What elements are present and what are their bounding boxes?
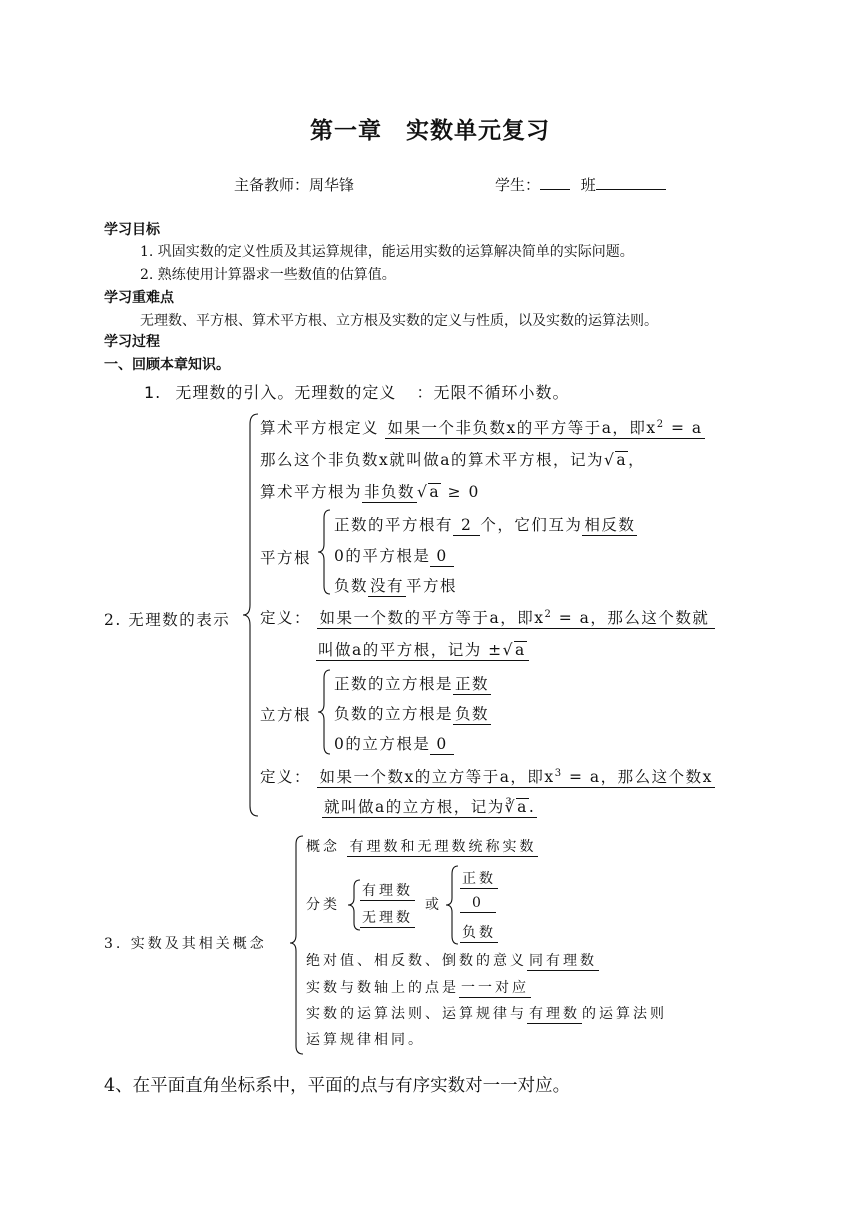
asr-def-line xyxy=(260,416,705,438)
teacher-name: 周华锋 xyxy=(309,176,355,194)
sqrt-radicand-2: a xyxy=(429,483,441,501)
sq-pos-u1: 2 xyxy=(453,516,480,536)
concept-line xyxy=(306,836,538,856)
goals-heading: 学习目标 xyxy=(104,222,160,238)
sqrt-glyph: √ xyxy=(603,451,616,469)
cb-def-1b: = a，那么这个数x xyxy=(562,768,713,786)
cb-pos-a: 正数的立方根是 xyxy=(334,675,454,693)
class-blank[interactable] xyxy=(596,175,666,190)
sq-pos-line xyxy=(334,513,637,535)
axis-a: 实数与数轴上的点是 xyxy=(306,980,459,996)
concept-u: 有理数和无理数统称实数 xyxy=(349,839,537,855)
asr-line3-b: ≥ 0 xyxy=(447,483,480,501)
cbrt-glyph: ∛ xyxy=(504,798,517,816)
item-3-label: 3. 实数及其相关概念 xyxy=(104,936,267,952)
sq-def-line-2 xyxy=(316,638,529,660)
sqrt-radicand-3: a xyxy=(515,641,526,659)
sq-def-label: 定义： xyxy=(260,609,312,627)
item-1-text: 无理数的引入。无理数的定义 xyxy=(175,383,397,402)
brace-class-1 xyxy=(348,880,360,930)
sq-def-1b: = a，那么这个数就 xyxy=(552,609,710,627)
cb-def-exp: 3 xyxy=(554,767,563,779)
sq-zero-line xyxy=(334,544,454,566)
sq-zero-a: 0的平方根是 xyxy=(334,547,431,565)
item-1-prefix: 1. xyxy=(144,383,162,402)
student-line xyxy=(495,174,666,195)
item-4: 4、在平面直角坐标系中，平面的点与有序实数对一一对应。 xyxy=(104,1076,571,1096)
sq-def-1a: 如果一个数的平方等于a，即x xyxy=(319,609,545,627)
goal-1: 1. 巩固实数的定义性质及其运算规律，能运用实数的运算解决简单的实际问题。 xyxy=(140,244,634,260)
class-pos xyxy=(460,868,498,888)
class-label: 班 xyxy=(580,176,596,194)
item-1-answer: 无限不循环小数。 xyxy=(433,383,570,402)
class-neg-text: 负数 xyxy=(462,925,496,941)
cb-def-1 xyxy=(317,768,714,788)
key-text: 无理数、平方根、算术平方根、立方根及实数的定义与性质，以及实数的运算法则。 xyxy=(140,313,658,329)
class-rat-text: 有理数 xyxy=(362,883,413,899)
ops-line xyxy=(306,1003,667,1023)
ops-u: 有理数 xyxy=(529,1006,580,1022)
cb-def-2 xyxy=(322,798,537,818)
ops-b: 的运算法则 xyxy=(582,1006,667,1022)
page-title: 第一章 实数单元复习 xyxy=(310,118,550,144)
class-or: 或 xyxy=(425,897,442,913)
axis-u: 一一对应 xyxy=(461,980,529,996)
class-irr xyxy=(360,907,415,927)
sqrt-a-symbol xyxy=(604,451,628,469)
class-pos-text: 正数 xyxy=(462,871,496,887)
asr-line2-a: 那么这个非负数x就叫做a的算术平方根，记为 xyxy=(260,451,604,469)
teacher-label: 主备教师： xyxy=(234,176,310,194)
sqrt-label: 平方根 xyxy=(260,549,312,567)
cb-def-line-2 xyxy=(322,795,537,817)
asr-def-a: 如果一个非负数x的平方等于a，即x xyxy=(387,419,657,437)
ops-line-2: 运算规律相同。 xyxy=(306,1032,425,1048)
asr-line3-a: 算术平方根为 xyxy=(260,483,363,501)
concept-label: 概念 xyxy=(306,839,340,855)
brace-cbrt xyxy=(318,670,330,754)
process-heading: 学习过程 xyxy=(104,334,160,350)
cb-pos-u: 正数 xyxy=(455,675,490,693)
sq-neg-line xyxy=(334,574,457,596)
student-blank[interactable] xyxy=(540,175,570,190)
cb-zero-a: 0的立方根是 xyxy=(334,735,431,753)
asr-line3-u: 非负数 xyxy=(364,483,416,501)
class-rat xyxy=(360,880,415,900)
asr-line2-b: ， xyxy=(628,451,646,469)
asr-line-2 xyxy=(260,448,645,470)
sq-neg-u: 没有 xyxy=(370,577,405,595)
sq-neg-a: 负数 xyxy=(334,577,369,595)
sqrt-glyph-2: √ xyxy=(417,483,429,501)
cb-def-1a: 如果一个数x的立方等于a，即x xyxy=(319,768,555,786)
asr-exp: 2 xyxy=(656,418,665,430)
sq-def-2 xyxy=(316,641,529,661)
cbrt-label: 立方根 xyxy=(260,706,312,724)
brace-item3 xyxy=(290,836,303,1054)
cb-neg-line xyxy=(334,702,491,724)
asr-def-label: 算术平方根定义 xyxy=(260,419,380,437)
class-irr-text: 无理数 xyxy=(362,910,413,926)
cb-def-2b: . xyxy=(528,798,536,816)
asr-def-b: = a xyxy=(664,419,703,437)
abs-u: 同有理数 xyxy=(529,953,597,969)
cb-neg-a: 负数的立方根是 xyxy=(334,705,454,723)
class-zero-text: 0 xyxy=(460,895,496,913)
cb-pos-line xyxy=(334,672,491,694)
class-neg xyxy=(460,922,498,942)
axis-line xyxy=(306,977,531,997)
cb-zero-u: 0 xyxy=(430,735,453,755)
cb-def-line-1 xyxy=(260,765,715,787)
asr-def-text xyxy=(385,419,704,439)
abs-a: 绝对值、相反数、倒数的意义 xyxy=(306,953,527,969)
sqrt-a-symbol-2 xyxy=(417,483,441,501)
sq-def-1 xyxy=(317,609,715,629)
cb-zero-line xyxy=(334,732,454,754)
sq-pos-a: 正数的平方根有 xyxy=(334,516,454,534)
brace-sqrt xyxy=(318,510,330,594)
cb-neg-u: 负数 xyxy=(455,705,490,723)
key-heading: 学习重难点 xyxy=(104,290,174,306)
item-2-label: 2. 无理数的表示 xyxy=(104,611,231,629)
brace-class-2 xyxy=(446,866,458,944)
sq-zero-u: 0 xyxy=(430,547,453,567)
item-1 xyxy=(144,380,570,403)
sq-def-2a: 叫做a的平方根，记为 ± xyxy=(318,641,503,659)
sq-pos-u2: 相反数 xyxy=(584,516,636,534)
sqrt-radicand: a xyxy=(616,451,628,469)
cb-def-2a: 就叫做a的立方根，记为 xyxy=(324,798,505,816)
sq-neg-b: 平方根 xyxy=(406,577,458,595)
cbrt-radicand: a xyxy=(517,798,528,816)
abs-line xyxy=(306,950,599,970)
class-label: 分类 xyxy=(306,897,340,913)
sq-pos-b: 个，它们互为 xyxy=(480,516,583,534)
review-heading: 一、回顾本章知识。 xyxy=(104,357,230,373)
ops-a: 实数的运算法则、运算规律与 xyxy=(306,1006,527,1022)
sq-def-exp: 2 xyxy=(544,608,553,620)
asr-line-3 xyxy=(260,480,480,502)
brace-main xyxy=(243,414,258,816)
student-label: 学生： xyxy=(495,176,541,194)
sq-def-line-1 xyxy=(260,606,715,628)
goal-2: 2. 熟练使用计算器求一些数值的估算值。 xyxy=(140,267,396,283)
teacher-line xyxy=(234,174,354,195)
cb-def-label: 定义： xyxy=(260,768,312,786)
item-1-colon: ： xyxy=(416,383,434,402)
sqrt-glyph-3: √ xyxy=(502,641,515,659)
class-zero xyxy=(460,895,496,911)
